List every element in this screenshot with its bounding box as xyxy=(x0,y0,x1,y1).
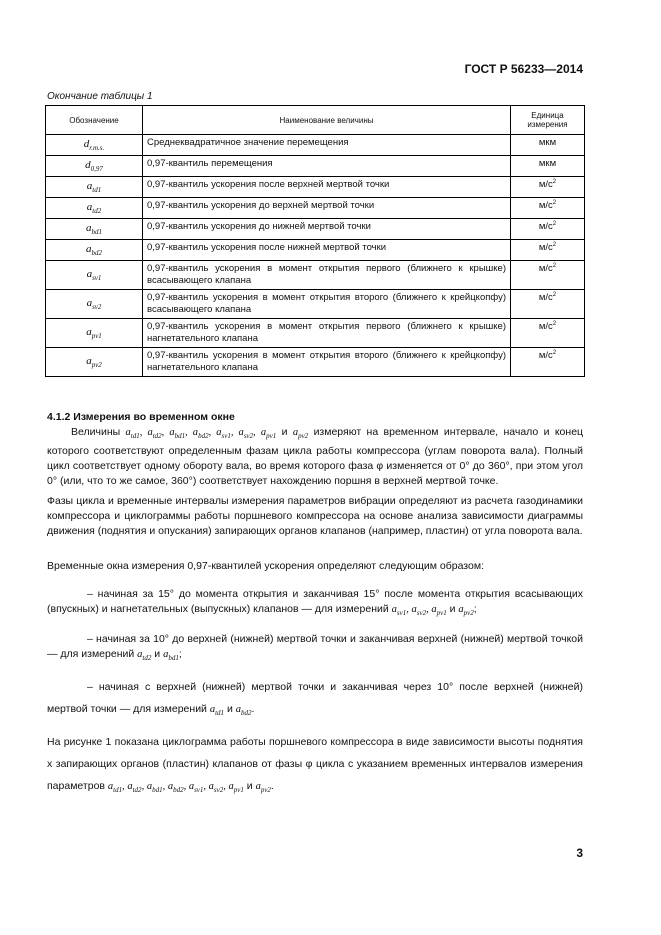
row-name: 0,97-квантиль ускорения в момент открытия первого (ближнего к крышке) всасывающего клапана xyxy=(143,261,511,290)
table-row xyxy=(46,219,585,240)
row-unit: мкм xyxy=(511,156,585,177)
row-unit: $м/с^2$ xyxy=(511,219,585,240)
row-name: 0,97-квантиль ускорения после верхней мертвой точки xyxy=(143,177,511,198)
table-row xyxy=(46,240,585,261)
row-name: 0,97-квантиль ускорения до верхней мертвой точки xyxy=(143,198,511,219)
paragraph-4: На рисунке 1 показана циклограмма работы поршневого компрессора в виде зависимости высоты поднятия x запирающих органов (пластин) клапанов от фазы φ цикла с указанием временных интервалов измерения параметров $a_{td1}$, $a_{td2}$, $a_{bd1}$, $a_{bd2}$, $a_{sv1}$, $a_{sv2}$, $a_{pv1}$ и $a_{pv2}$. xyxy=(47,736,583,795)
row-symbol: $d_{r.m.s.}$ xyxy=(46,135,143,156)
row-symbol: $a_{td1}$ xyxy=(46,177,143,198)
row-unit: $м/с^2$ xyxy=(511,348,585,377)
row-name: 0,97-квантиль ускорения в момент открытия второго (ближнего к крейцкопфу) всасывающего клапана xyxy=(143,290,511,319)
row-unit: $м/с^2$ xyxy=(511,240,585,261)
table-header-row xyxy=(46,106,585,135)
table-row xyxy=(46,319,585,348)
col-name: Наименование величины xyxy=(143,106,511,135)
row-symbol: $a_{pv1}$ xyxy=(46,319,143,348)
row-unit: $м/с^2$ xyxy=(511,261,585,290)
table-row xyxy=(46,135,585,156)
table-row xyxy=(46,156,585,177)
row-symbol: $a_{sv2}$ xyxy=(46,290,143,319)
list-item-1: – начиная за 15° до момента открытия и заканчивая 15° после момента открытия всасывающих (впускных) и нагнетательных (выпускных) клапанов — для измерений $a_{sv1}$, $a_{sv2}$, $a_{pv1}$ и $a_{pv2}$; xyxy=(47,588,583,618)
row-symbol: $a_{pv2}$ xyxy=(46,348,143,377)
row-name: 0,97-квантиль ускорения до нижней мертвой точки xyxy=(143,219,511,240)
row-symbol: $a_{sv1}$ xyxy=(46,261,143,290)
table-row xyxy=(46,261,585,290)
table-caption: Окончание таблицы 1 xyxy=(47,91,153,102)
row-name: 0,97-квантиль ускорения после нижней мертвой точки xyxy=(143,240,511,261)
row-symbol: $a_{bd1}$ xyxy=(46,219,143,240)
row-symbol: $d_{0,97}$ xyxy=(46,156,143,177)
section-title: 4.1.2 Измерения во временном окне xyxy=(47,411,235,423)
row-unit: $м/с^2$ xyxy=(511,198,585,219)
page-number: 3 xyxy=(576,846,583,860)
table-row xyxy=(46,198,585,219)
row-unit: $м/с^2$ xyxy=(511,319,585,348)
col-unit: Единица измерения xyxy=(511,106,585,135)
table-row xyxy=(46,290,585,319)
row-name: 0,97-квантиль перемещения xyxy=(143,156,511,177)
row-symbol: $a_{bd2}$ xyxy=(46,240,143,261)
table-row xyxy=(46,177,585,198)
table-row xyxy=(46,348,585,377)
paragraph-3: Временные окна измерения 0,97-квантилей ускорения определяют следующим образом: xyxy=(47,560,484,572)
list-item-3: – начиная с верхней (нижней) мертвой точки и заканчивая через 10° после верхней (нижней) мертвой точки — для измерений $a_{td1}$ и $a_{bd2}$. xyxy=(47,681,583,718)
row-unit: мкм xyxy=(511,135,585,156)
quantities-table xyxy=(45,105,585,377)
paragraph-2: Фазы цикла и временные интервалы измерения параметров вибрации определяют из расчета газодинамики компрессора и циклограммы работы поршневого компрессора на основе анализа зависимости диаграммы движения (поднятия и опускания) запирающих органов клапанов (например, пластин) от угла поворота вала. xyxy=(47,495,583,537)
paragraph-1: Величины $a_{td1}$, $a_{td2}$, $a_{bd1}$, $a_{bd2}$, $a_{sv1}$, $a_{sv2}$, $a_{pv1}$ и $a_{pv2}$ измеряют на временном интервале, начало и конец которого соответствуют определенным фазам цикла работы компрессора (углам поворота вала). Полный цикл соответствует одному обороту вала, во время которого фаза φ изменяется от 0° до 360°, при этом угол 0° (или, что то же самое, 360°) соответствует нахождению поршня в верхней мертвой точке. xyxy=(47,426,584,488)
row-name: 0,97-квантиль ускорения в момент открытия первого (ближнего к крышке) нагнетательного клапана xyxy=(143,319,511,348)
list-item-2: – начиная за 10° до верхней (нижней) мертвой точки и заканчивая верхней (нижней) мертвой точкой — для измерений $a_{td2}$ и $a_{bd1}$; xyxy=(47,633,583,663)
row-name: Среднеквадратичное значение перемещения xyxy=(143,135,511,156)
document-header: ГОСТ Р 56233—2014 xyxy=(464,62,583,76)
row-name: 0,97-квантиль ускорения в момент открытия второго (ближнего к крейцкопфу) нагнетательного клапана xyxy=(143,348,511,377)
col-symbol: Обозначение xyxy=(46,106,143,135)
row-unit: $м/с^2$ xyxy=(511,290,585,319)
row-unit: $м/с^2$ xyxy=(511,177,585,198)
row-symbol: $a_{td2}$ xyxy=(46,198,143,219)
